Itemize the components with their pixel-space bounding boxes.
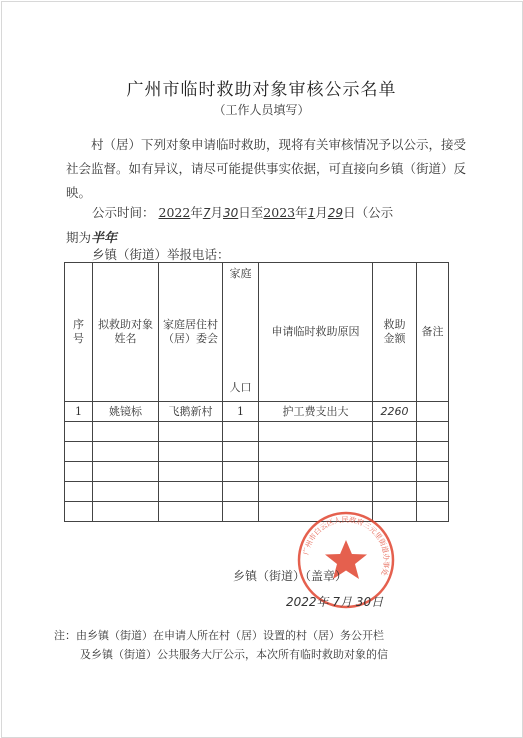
cell-reason: 护工费支出大 [259,402,373,422]
cell-name [93,442,159,462]
header-population [223,263,259,402]
document-subtitle: （工作人员填写） [213,103,310,117]
header-village: 家庭居住村（居）委会 [159,263,223,402]
cell-name: 姚镜标 [93,402,159,422]
period-suffix: （公示 [355,205,394,220]
header-reason: 申请临时救助原因 [259,263,373,402]
header-no: 序号 [65,263,93,402]
cell-note [417,442,449,462]
cell-amount [373,422,417,442]
cell-village [159,462,223,482]
cell-reason [259,462,373,482]
cell-no [65,462,93,482]
announcement-period: 公示时间： 2022年7月30日至2023年1月29日（公示 [92,205,394,220]
header-population-bottom: 人口 [229,381,252,394]
relief-table [64,262,449,522]
document-title: 广州市临时救助对象审核公示名单 [126,80,397,100]
intro-paragraph: 村（居）下列对象申请临时救助，现将有关审核情况予以公示，接受社会监督。如有异议，请尽可能提供事实依据，可直接向乡镇（街道）反映。 [66,137,467,200]
cell-no [65,422,93,442]
cell-no [65,482,93,502]
cell-reason [259,482,373,502]
cell-amount [373,482,417,502]
report-phone-label: 乡镇（街道）举报电话： [92,247,230,262]
sign-date: 2022年 7月 30日 [286,595,384,609]
cell-name [93,502,159,522]
cell-note [417,502,449,522]
cell-population [223,502,259,522]
end-day: 29 [327,206,344,220]
table-row [65,482,449,502]
header-amount: 救助金额 [373,263,417,402]
table-row [65,402,449,422]
cell-name [93,482,159,502]
table-row [65,442,449,462]
cell-name [93,422,159,442]
period-label: 公示时间： [92,205,155,220]
cell-reason [259,442,373,462]
start-day: 30 [222,206,239,220]
cell-amount: 2260 [373,402,417,422]
table-row [65,462,449,482]
cell-population [223,462,259,482]
cell-population [223,482,259,502]
cell-note [417,462,449,482]
start-year: 2022 [158,205,191,220]
cell-reason [259,422,373,442]
period-line2 [66,227,117,246]
cell-amount [373,462,417,482]
table-header-row [65,263,449,402]
stamp-unit-label: 乡镇（街道）（盖章） [233,569,348,583]
cell-village [159,502,223,522]
cell-population [223,422,259,442]
cell-village [159,422,223,442]
period-to: 至 [250,205,264,220]
start-month: 7 [202,206,211,220]
cell-village [159,442,223,462]
end-month: 1 [307,206,316,220]
cell-village [159,482,223,502]
cell-no: 1 [65,402,93,422]
period-signature: 半年 [91,231,118,246]
note-line-2: 及乡镇（街道）公共服务大厅公示，本次所有临时救助对象的信 [80,648,388,661]
cell-no [65,502,93,522]
cell-note [417,402,449,422]
header-name: 拟救助对象姓名 [93,263,159,402]
seal-text: 广州市白云区人民政府三元里街道办事处 [301,514,392,577]
header-population-top: 家庭 [229,267,252,280]
cell-note [417,482,449,502]
header-note: 备注 [417,263,449,402]
end-year: 2023 [263,205,296,220]
cell-name [93,462,159,482]
cell-no [65,442,93,462]
period-line2-label: 期为 [66,230,92,245]
cell-note [417,422,449,442]
cell-village: 飞鹅新村 [159,402,223,422]
cell-population: 1 [223,402,259,422]
note-line-1: 注：由乡镇（街道）在申请人所在村（居）设置的村（居）务公开栏 [54,629,384,642]
cell-population [223,442,259,462]
table-row [65,422,449,442]
cell-amount [373,442,417,462]
